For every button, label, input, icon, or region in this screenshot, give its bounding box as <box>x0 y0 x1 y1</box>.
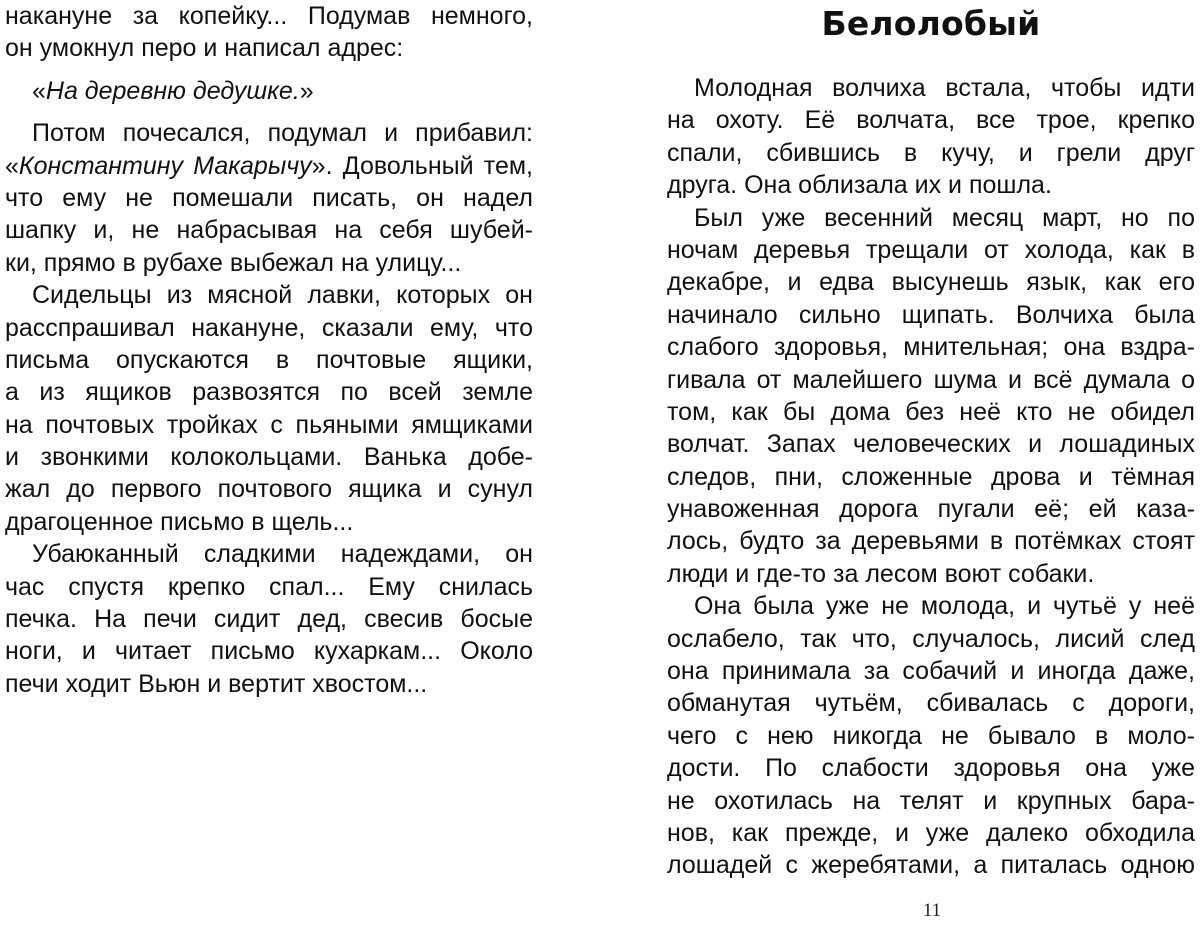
text-line: декабре, и едва высунешь язык, как его <box>667 268 1195 297</box>
quote-open: « <box>32 76 46 105</box>
text-line: накануне за копейку... Подумав немного, <box>5 2 533 30</box>
text-line: не охотилась на телят и крупных бара- <box>667 786 1195 815</box>
text-line: начинало сильно щипать. Волчиха была <box>667 300 1195 329</box>
text-line: дости. По слабости здоровья она уже <box>667 754 1195 783</box>
text-line: ки, прямо в рубахе выбежал на улицу... <box>5 248 462 277</box>
text-line: письма опускаются в почтовые ящики, <box>5 345 533 374</box>
text-fragment: ». Довольный тем, <box>311 151 533 180</box>
text-line: чего с нею никогда не бывало в моло- <box>667 721 1195 750</box>
text-line-with-name <box>5 150 533 182</box>
text-line: печка. На печи сидит дед, свесив босые <box>5 605 533 634</box>
recipient-name-italic: Константину Макарычу <box>18 151 312 180</box>
text-line: ослабело, так что, случалось, лисий след <box>667 624 1195 653</box>
text-line: Потом почесался, подумал и прибавил: <box>32 119 533 148</box>
address-quote <box>5 75 533 107</box>
text-line: печи ходит Вьюн и вертит хвостом... <box>5 669 428 698</box>
text-line: Убаюканный сладкими надеждами, он <box>32 540 533 569</box>
address-italic: На деревню дедушке. <box>45 76 300 105</box>
text-line: волчат. Запах человеческих и лошадиных <box>667 430 1195 459</box>
left-page-text <box>5 0 533 700</box>
quote-close: » <box>299 76 314 105</box>
text-line: что ему не помешали писать, он надел <box>5 183 533 212</box>
text-line: шапку и, не набрасывая на себя шубей- <box>5 216 533 245</box>
text-line: на почтовых тройках с пьяными ямщиками <box>5 410 533 439</box>
text-line: жал до первого почтового ящика и сунул <box>5 475 533 504</box>
text-line: лось, будто за деревьями в потёмках стоят <box>667 527 1195 556</box>
text-line: и звонкими колокольцами. Ванька добе- <box>5 443 533 472</box>
chapter-title: Белолобый <box>821 4 1041 43</box>
text-line: Молодная волчиха встала, чтобы идти <box>694 74 1195 102</box>
text-line: нов, как прежде, и уже далеко обходила <box>667 818 1195 847</box>
text-line: друга. Она облизала их и пошла. <box>667 171 1052 200</box>
text-line: Она была уже не молода, и чутьё у неё <box>694 592 1195 621</box>
text-line: следов, пни, сложенные дрова и тёмная <box>667 462 1195 491</box>
quote-open: « <box>5 151 19 180</box>
text-line: гивала от малейшего шума и всё думала о <box>667 365 1195 394</box>
text-line: час спустя крепко спал... Ему снилась <box>5 572 533 601</box>
text-line: спали, сбившись в кучу, и грели друг <box>667 138 1195 167</box>
text-line: Был уже весенний месяц март, но по <box>694 203 1195 232</box>
text-line: обманутая чутьём, сбивалась с дороги, <box>667 689 1195 718</box>
text-line: том, как бы дома без неё кто не обидел <box>667 397 1195 426</box>
page-number: 11 <box>922 900 942 921</box>
text-line: она принимала за собачий и иногда даже, <box>667 657 1195 686</box>
right-page-text <box>667 72 1195 882</box>
text-line: ночам деревья трещали от холода, как в <box>667 235 1195 264</box>
text-line: на охоту. Её волчата, все трое, крепко <box>667 106 1195 135</box>
text-line: он умокнул перо и написал адрес: <box>5 34 404 63</box>
text-line: а из ящиков развозятся по всей земле <box>5 378 533 407</box>
text-line: Сидельцы из мясной лавки, которых он <box>32 281 533 310</box>
text-line: расспрашивал накануне, сказали ему, что <box>5 313 533 342</box>
text-line: драгоценное письмо в щель... <box>5 507 354 536</box>
text-line: люди и где-то за лесом воют собаки. <box>667 559 1095 588</box>
text-line: ноги, и читает письмо кухаркам... Около <box>5 637 533 666</box>
text-line: унавоженная дорога пугали её; ей каза- <box>667 495 1195 524</box>
text-line: слабого здоровья, мнительная; она вздра- <box>667 333 1195 362</box>
text-line: лошадей с жеребятами, а питалась одною <box>667 851 1195 880</box>
